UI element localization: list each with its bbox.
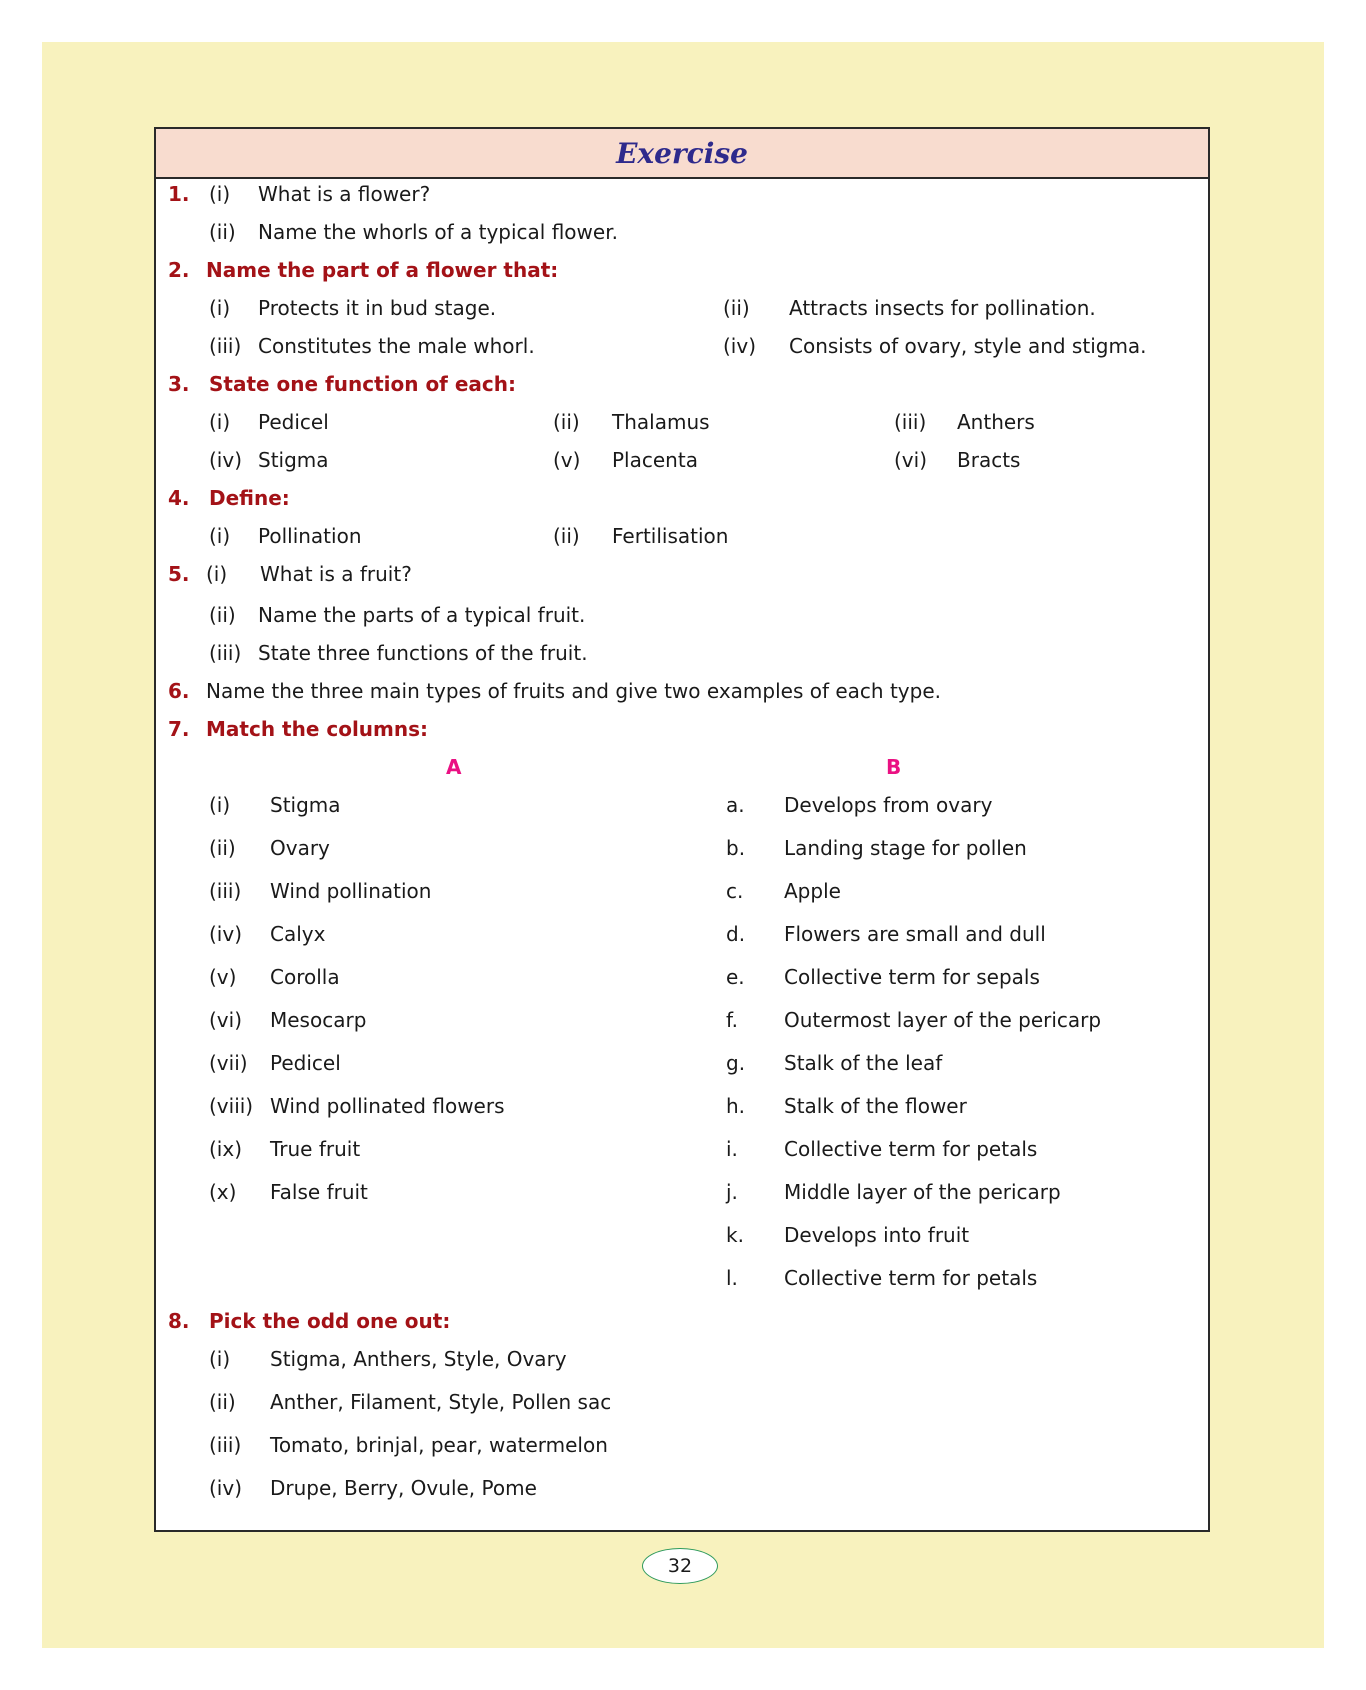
q1-roman: (i) (209, 182, 231, 206)
q3-roman: (v) (553, 448, 581, 472)
match-b-text: Stalk of the flower (784, 1094, 967, 1118)
match-b-text: Collective term for petals (784, 1266, 1038, 1290)
match-b-text: Outermost layer of the pericarp (784, 1008, 1102, 1032)
q8-roman: (iii) (209, 1433, 242, 1457)
match-a-text: Calyx (270, 922, 326, 946)
match-b-text: Flowers are small and dull (784, 922, 1046, 946)
match-b-text: Stalk of the leaf (784, 1051, 943, 1075)
match-b-letter: a. (726, 793, 745, 817)
match-b-text: Develops from ovary (784, 793, 993, 817)
q8-text: Stigma, Anthers, Style, Ovary (270, 1347, 567, 1371)
match-b-letter: e. (726, 965, 745, 989)
q2-text: Constitutes the male whorl. (258, 334, 535, 358)
q2-roman: (ii) (723, 296, 750, 320)
title-bar (156, 129, 1208, 179)
q8-roman: (ii) (209, 1390, 236, 1414)
exercise-box (154, 127, 1210, 1532)
q4-number: 4. (168, 486, 190, 510)
match-b-text: Collective term for sepals (784, 965, 1040, 989)
match-b-letter: b. (726, 836, 746, 860)
q7-number: 7. (168, 717, 190, 741)
q1-number: 1. (168, 182, 190, 206)
q3-number: 3. (168, 372, 190, 396)
match-a-roman: (ii) (209, 836, 236, 860)
q8-text: Tomato, brinjal, pear, watermelon (270, 1433, 608, 1457)
q5-roman: (i) (206, 562, 228, 586)
match-a-text: Corolla (270, 965, 340, 989)
q6-text: Name the three main types of fruits and give two examples of each type. (206, 679, 941, 703)
q1-text: Name the whorls of a typical flower. (258, 220, 618, 244)
exercise-title: Exercise (616, 137, 748, 170)
q8-heading: Pick the odd one out: (209, 1309, 451, 1333)
match-a-text: Wind pollinated flowers (270, 1094, 505, 1118)
match-a-roman: (i) (209, 793, 231, 817)
match-a-roman: (v) (209, 965, 237, 989)
match-b-letter: h. (726, 1094, 746, 1118)
match-a-text: Ovary (270, 836, 330, 860)
match-b-text: Apple (784, 879, 841, 903)
match-b-letter: g. (726, 1051, 746, 1075)
match-b-text: Develops into fruit (784, 1223, 970, 1247)
q2-text: Consists of ovary, style and stigma. (789, 334, 1147, 358)
match-a-text: Wind pollination (270, 879, 432, 903)
q1-roman: (ii) (209, 220, 236, 244)
q3-text: Pedicel (258, 410, 329, 434)
q3-text: Placenta (612, 448, 698, 472)
match-b-letter: k. (726, 1223, 744, 1247)
page-number: 32 (667, 1555, 693, 1577)
q8-text: Drupe, Berry, Ovule, Pome (270, 1476, 537, 1500)
q4-heading: Define: (209, 486, 290, 510)
q3-roman: (ii) (553, 410, 580, 434)
q7-heading: Match the columns: (206, 717, 429, 741)
q8-text: Anther, Filament, Style, Pollen sac (270, 1390, 612, 1414)
q2-roman: (iii) (209, 334, 242, 358)
q4-roman: (i) (209, 524, 231, 548)
q1-text: What is a flower? (258, 182, 431, 206)
match-b-text: Middle layer of the pericarp (784, 1180, 1061, 1204)
match-b-letter: c. (726, 879, 744, 903)
match-a-text: False fruit (270, 1180, 368, 1204)
match-b-letter: f. (726, 1008, 738, 1032)
q2-text: Protects it in bud stage. (258, 296, 497, 320)
match-a-roman: (x) (209, 1180, 237, 1204)
q3-roman: (i) (209, 410, 231, 434)
page-number-badge (642, 1548, 718, 1584)
match-b-text: Collective term for petals (784, 1137, 1038, 1161)
q2-roman: (i) (209, 296, 231, 320)
q3-roman: (iv) (209, 448, 242, 472)
match-a-roman: (iii) (209, 879, 242, 903)
q3-text: Bracts (957, 448, 1021, 472)
q8-roman: (iv) (209, 1476, 242, 1500)
q5-roman: (ii) (209, 603, 236, 627)
q8-number: 8. (168, 1309, 190, 1333)
q2-roman: (iv) (723, 334, 756, 358)
column-b-heading: B (886, 755, 902, 779)
match-a-roman: (iv) (209, 922, 242, 946)
q8-roman: (i) (209, 1347, 231, 1371)
q3-text: Thalamus (612, 410, 710, 434)
match-b-letter: j. (726, 1180, 738, 1204)
match-a-roman: (ix) (209, 1137, 242, 1161)
q2-text: Attracts insects for pollination. (789, 296, 1096, 320)
match-a-roman: (vii) (209, 1051, 248, 1075)
q3-heading: State one function of each: (209, 372, 517, 396)
q5-text: What is a fruit? (260, 562, 412, 586)
match-b-text: Landing stage for pollen (784, 836, 1027, 860)
q3-roman: (vi) (894, 448, 927, 472)
q6-number: 6. (168, 679, 190, 703)
q4-text: Pollination (258, 524, 362, 548)
match-a-roman: (vi) (209, 1008, 242, 1032)
match-a-text: Stigma (270, 793, 341, 817)
q2-heading: Name the part of a flower that: (206, 258, 559, 282)
q5-number: 5. (168, 562, 190, 586)
q4-roman: (ii) (553, 524, 580, 548)
match-b-letter: l. (726, 1266, 738, 1290)
q2-number: 2. (168, 258, 190, 282)
q4-text: Fertilisation (612, 524, 729, 548)
match-b-letter: i. (726, 1137, 738, 1161)
q5-text: Name the parts of a typical fruit. (258, 603, 586, 627)
match-a-roman: (viii) (209, 1094, 254, 1118)
q3-text: Anthers (957, 410, 1035, 434)
q3-text: Stigma (258, 448, 329, 472)
match-a-text: Mesocarp (270, 1008, 367, 1032)
match-a-text: True fruit (270, 1137, 361, 1161)
q5-text: State three functions of the fruit. (258, 641, 588, 665)
match-b-letter: d. (726, 922, 746, 946)
match-a-text: Pedicel (270, 1051, 341, 1075)
q5-roman: (iii) (209, 641, 242, 665)
q3-roman: (iii) (894, 410, 927, 434)
column-a-heading: A (446, 755, 462, 779)
